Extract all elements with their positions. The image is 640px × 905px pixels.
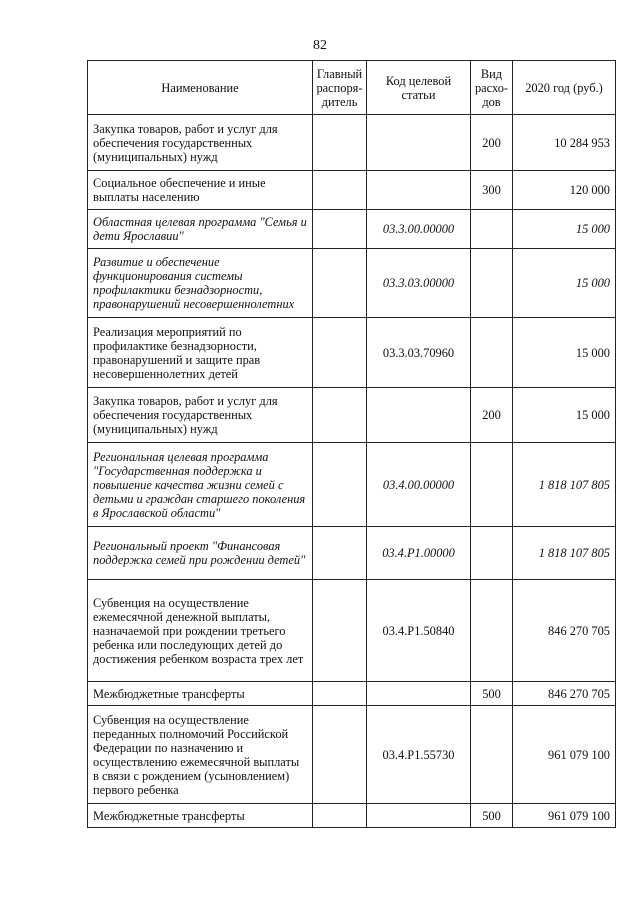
- row-code: 03.4.00.00000: [367, 443, 471, 527]
- row-admin: [313, 249, 367, 318]
- table-row: [88, 318, 616, 388]
- row-admin: [313, 210, 367, 249]
- row-name: Закупка товаров, работ и услуг для обеспечения государственных (муниципальных) нужд: [88, 115, 313, 171]
- row-code: 03.3.03.00000: [367, 249, 471, 318]
- row-name: Субвенция на осуществление ежемесячной денежной выплаты, назначаемой при рождении третьего ребенка или последующих детей до достижения ребенком возраста трех лет: [88, 580, 313, 682]
- row-type: [471, 706, 513, 804]
- row-code: [367, 682, 471, 706]
- row-name: Закупка товаров, работ и услуг для обеспечения государственных (муниципальных) нужд: [88, 388, 313, 443]
- row-amount: 1 818 107 805: [513, 527, 616, 580]
- row-code: 03.3.00.00000: [367, 210, 471, 249]
- row-admin: [313, 318, 367, 388]
- row-type: [471, 527, 513, 580]
- table-row: [88, 443, 616, 527]
- table-row: [88, 388, 616, 443]
- row-amount: 120 000: [513, 171, 616, 210]
- page-number: 82: [313, 38, 327, 53]
- row-amount: 846 270 705: [513, 682, 616, 706]
- row-code: [367, 171, 471, 210]
- row-type: [471, 210, 513, 249]
- row-type: [471, 318, 513, 388]
- row-code: 03.4.P1.00000: [367, 527, 471, 580]
- row-type: 200: [471, 388, 513, 443]
- row-amount: 846 270 705: [513, 580, 616, 682]
- row-admin: [313, 706, 367, 804]
- row-name: Областная целевая программа "Семья и дети Ярославии": [88, 210, 313, 249]
- row-amount: 15 000: [513, 210, 616, 249]
- table-row: [88, 210, 616, 249]
- row-name: Реализация мероприятий по профилактике безнадзорности, правонарушений и защите прав несовершеннолетних детей: [88, 318, 313, 388]
- column-header-amount: 2020 год (руб.): [513, 61, 616, 115]
- row-admin: [313, 115, 367, 171]
- row-code: [367, 388, 471, 443]
- table-header-row: [88, 61, 616, 115]
- row-name: Межбюджетные трансферты: [88, 682, 313, 706]
- row-amount: 961 079 100: [513, 804, 616, 828]
- row-type: [471, 443, 513, 527]
- table-row: [88, 115, 616, 171]
- row-type: 500: [471, 804, 513, 828]
- row-code: [367, 115, 471, 171]
- row-type: [471, 580, 513, 682]
- row-code: 03.4.P1.55730: [367, 706, 471, 804]
- row-amount: 10 284 953: [513, 115, 616, 171]
- column-header-type: Вид расхо-дов: [471, 61, 513, 115]
- row-name: Региональный проект "Финансовая поддержка семей при рождении детей": [88, 527, 313, 580]
- row-admin: [313, 388, 367, 443]
- row-amount: 961 079 100: [513, 706, 616, 804]
- row-name: Региональная целевая программа "Государственная поддержка и повышение качества жизни семей с детьми и граждан старшего поколения в Ярославской области": [88, 443, 313, 527]
- table-body: [88, 115, 616, 828]
- row-admin: [313, 682, 367, 706]
- row-amount: 1 818 107 805: [513, 443, 616, 527]
- table-row: [88, 682, 616, 706]
- budget-table: [87, 60, 616, 828]
- row-code: [367, 804, 471, 828]
- row-name: Социальное обеспечение и иные выплаты населению: [88, 171, 313, 210]
- row-amount: 15 000: [513, 249, 616, 318]
- table-row: [88, 249, 616, 318]
- table-row: [88, 804, 616, 828]
- row-code: 03.4.P1.50840: [367, 580, 471, 682]
- row-amount: 15 000: [513, 318, 616, 388]
- column-header-name: Наименование: [88, 61, 313, 115]
- row-admin: [313, 580, 367, 682]
- row-type: 300: [471, 171, 513, 210]
- row-name: Субвенция на осуществление переданных полномочий Российской Федерации по назначению и осуществлению ежемесячной выплаты в связи с рождением (усыновлением) первого ребенка: [88, 706, 313, 804]
- row-type: 500: [471, 682, 513, 706]
- column-header-code: Код целевой статьи: [367, 61, 471, 115]
- row-code: 03.3.03.70960: [367, 318, 471, 388]
- table-row: [88, 527, 616, 580]
- row-name: Межбюджетные трансферты: [88, 804, 313, 828]
- table-row: [88, 171, 616, 210]
- row-type: 200: [471, 115, 513, 171]
- row-admin: [313, 527, 367, 580]
- table-row: [88, 706, 616, 804]
- row-amount: 15 000: [513, 388, 616, 443]
- row-admin: [313, 443, 367, 527]
- row-admin: [313, 804, 367, 828]
- row-name: Развитие и обеспечение функционирования системы профилактики безнадзорности, правонарушений несовершеннолетних: [88, 249, 313, 318]
- column-header-admin: Главный распоря-дитель: [313, 61, 367, 115]
- row-admin: [313, 171, 367, 210]
- table-row: [88, 580, 616, 682]
- row-type: [471, 249, 513, 318]
